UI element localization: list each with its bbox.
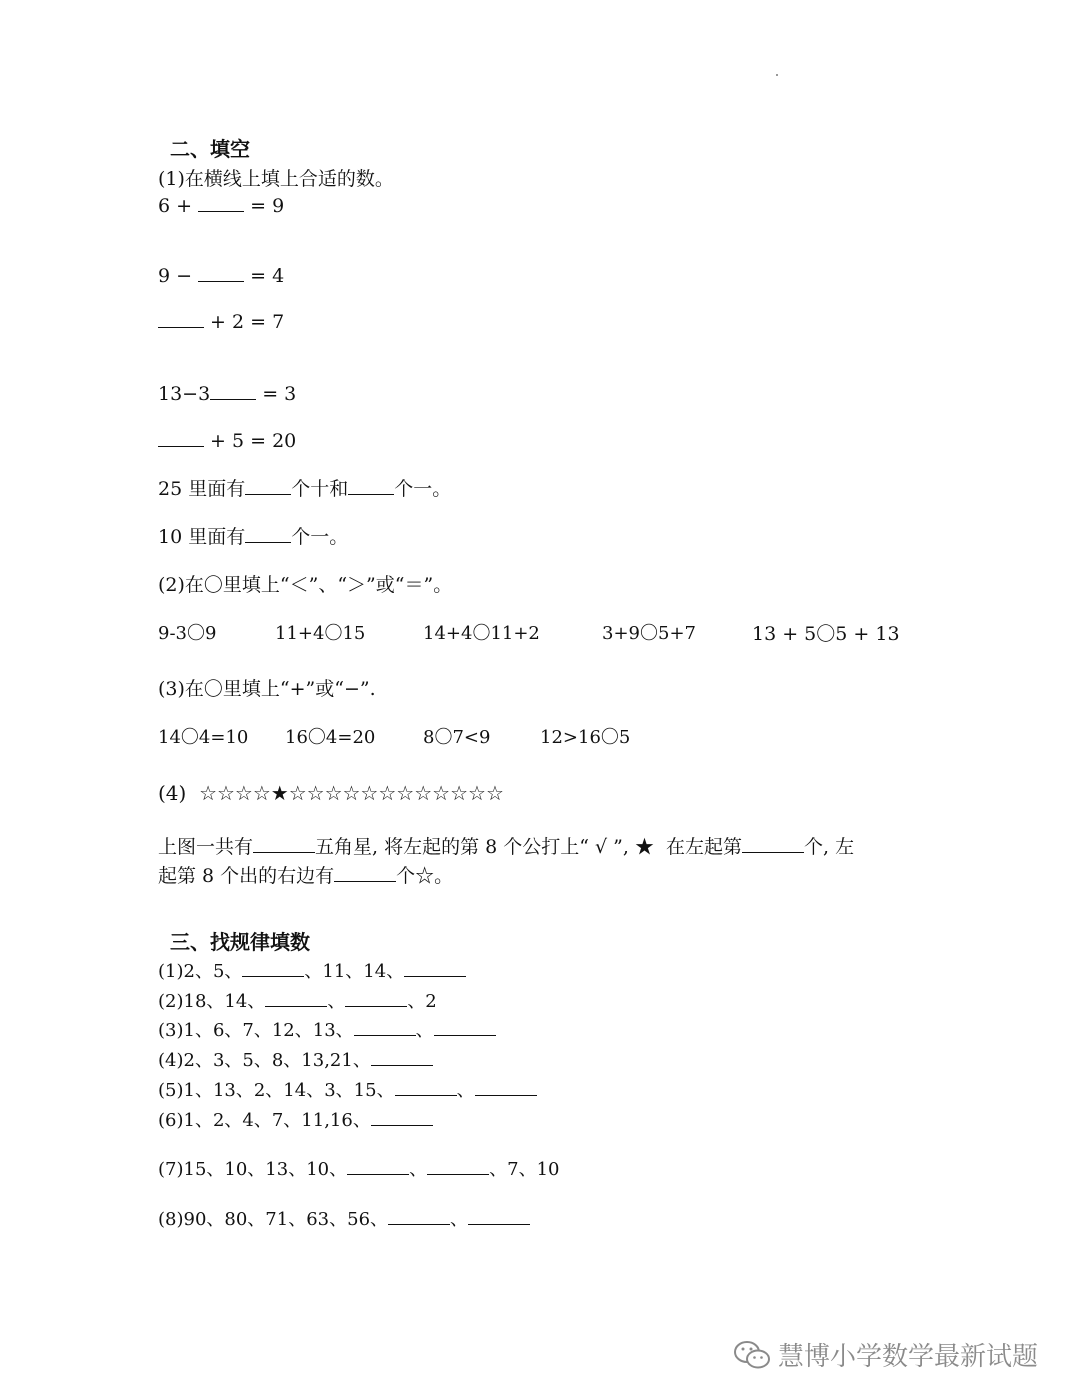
blank[interactable] <box>395 1079 457 1096</box>
blank[interactable] <box>348 478 394 495</box>
blank[interactable] <box>475 1079 537 1096</box>
blank[interactable] <box>468 1208 530 1225</box>
blank[interactable] <box>354 1019 416 1036</box>
compare-item: 14+4〇11+2 <box>423 623 540 644</box>
pattern-8: (8)90、80、71、63、56、 、 <box>158 1208 530 1232</box>
blank[interactable] <box>334 865 396 882</box>
operator-item: 16〇4=20 <box>285 727 376 748</box>
q1-instruction: (1)在横线上填上合适的数。 <box>158 168 394 190</box>
operator-item: 8〇7<9 <box>423 727 491 748</box>
blank[interactable] <box>245 526 291 543</box>
blank[interactable] <box>158 311 204 328</box>
blank[interactable] <box>388 1208 450 1225</box>
equation-2: 9 − = 4 <box>158 265 285 287</box>
page-speck <box>776 74 778 76</box>
q2-instruction: (2)在〇里填上“＜”、“＞”或“＝”。 <box>158 574 453 596</box>
compare-item: 11+4〇15 <box>275 623 366 644</box>
section-title-pattern: 三、找规律填数 <box>170 930 310 954</box>
blank[interactable] <box>742 836 804 853</box>
equation-3: + 2 = 7 <box>158 310 284 334</box>
blank[interactable] <box>198 265 244 282</box>
compare-item: 13 + 5〇5 + 13 <box>752 623 900 645</box>
star-sequence: ☆☆☆☆★☆☆☆☆☆☆☆☆☆☆☆☆ <box>199 781 504 805</box>
blank[interactable] <box>158 430 204 447</box>
star-question-line-1: 上图一共有 五角星, 将左起的第 8 个公打上“ √ ”, ★ 在左起第 个, 左 <box>158 836 855 858</box>
watermark <box>732 1336 1038 1373</box>
wechat-icon <box>732 1339 772 1371</box>
star-row: (4) ☆☆☆☆★☆☆☆☆☆☆☆☆☆☆☆☆ <box>158 781 504 805</box>
blank[interactable] <box>434 1019 496 1036</box>
tens-ones-question: 25 里面有 个十和 个一。 <box>158 478 452 500</box>
blank[interactable] <box>404 960 466 977</box>
blank[interactable] <box>347 1158 409 1175</box>
compare-item: 9-3〇9 <box>158 623 217 644</box>
pattern-7: (7)15、10、13、10、 、 、7、10 <box>158 1159 560 1180</box>
operator-item: 14〇4=10 <box>158 727 249 748</box>
blank[interactable] <box>210 383 256 400</box>
pattern-1: (1)2、5、 、11、14、 <box>158 960 466 984</box>
q3-instruction: (3)在〇里填上“+”或“−”. <box>158 678 376 700</box>
equation-1: 6 + = 9 <box>158 195 285 217</box>
blank[interactable] <box>265 990 327 1007</box>
blank[interactable] <box>253 836 315 853</box>
blank[interactable] <box>371 1049 433 1066</box>
pattern-2: (2)18、14、 、 、2 <box>158 991 437 1012</box>
blank[interactable] <box>198 195 244 212</box>
pattern-3: (3)1、6、7、12、13、 、 <box>158 1019 496 1043</box>
compare-item: 3+9〇5+7 <box>602 623 696 644</box>
section-title-fill-blank: 二、填空 <box>170 137 250 161</box>
watermark-text: 慧博小学数学最新试题 <box>778 1342 1039 1372</box>
equation-4: 13−3 = 3 <box>158 383 297 405</box>
blank[interactable] <box>242 960 304 977</box>
blank[interactable] <box>371 1109 433 1126</box>
star-question-line-2: 起第 8 个出的右边有 个☆。 <box>158 865 454 887</box>
blank[interactable] <box>245 478 291 495</box>
pattern-6: (6)1、2、4、7、11,16、 <box>158 1109 433 1133</box>
ones-question: 10 里面有 个一。 <box>158 526 349 548</box>
equation-5: + 5 = 20 <box>158 429 296 453</box>
pattern-5: (5)1、13、2、14、3、15、 、 <box>158 1079 537 1103</box>
pattern-4: (4)2、3、5、8、13,21、 <box>158 1049 433 1073</box>
blank[interactable] <box>345 990 407 1007</box>
blank[interactable] <box>427 1158 489 1175</box>
operator-item: 12>16〇5 <box>540 727 631 748</box>
